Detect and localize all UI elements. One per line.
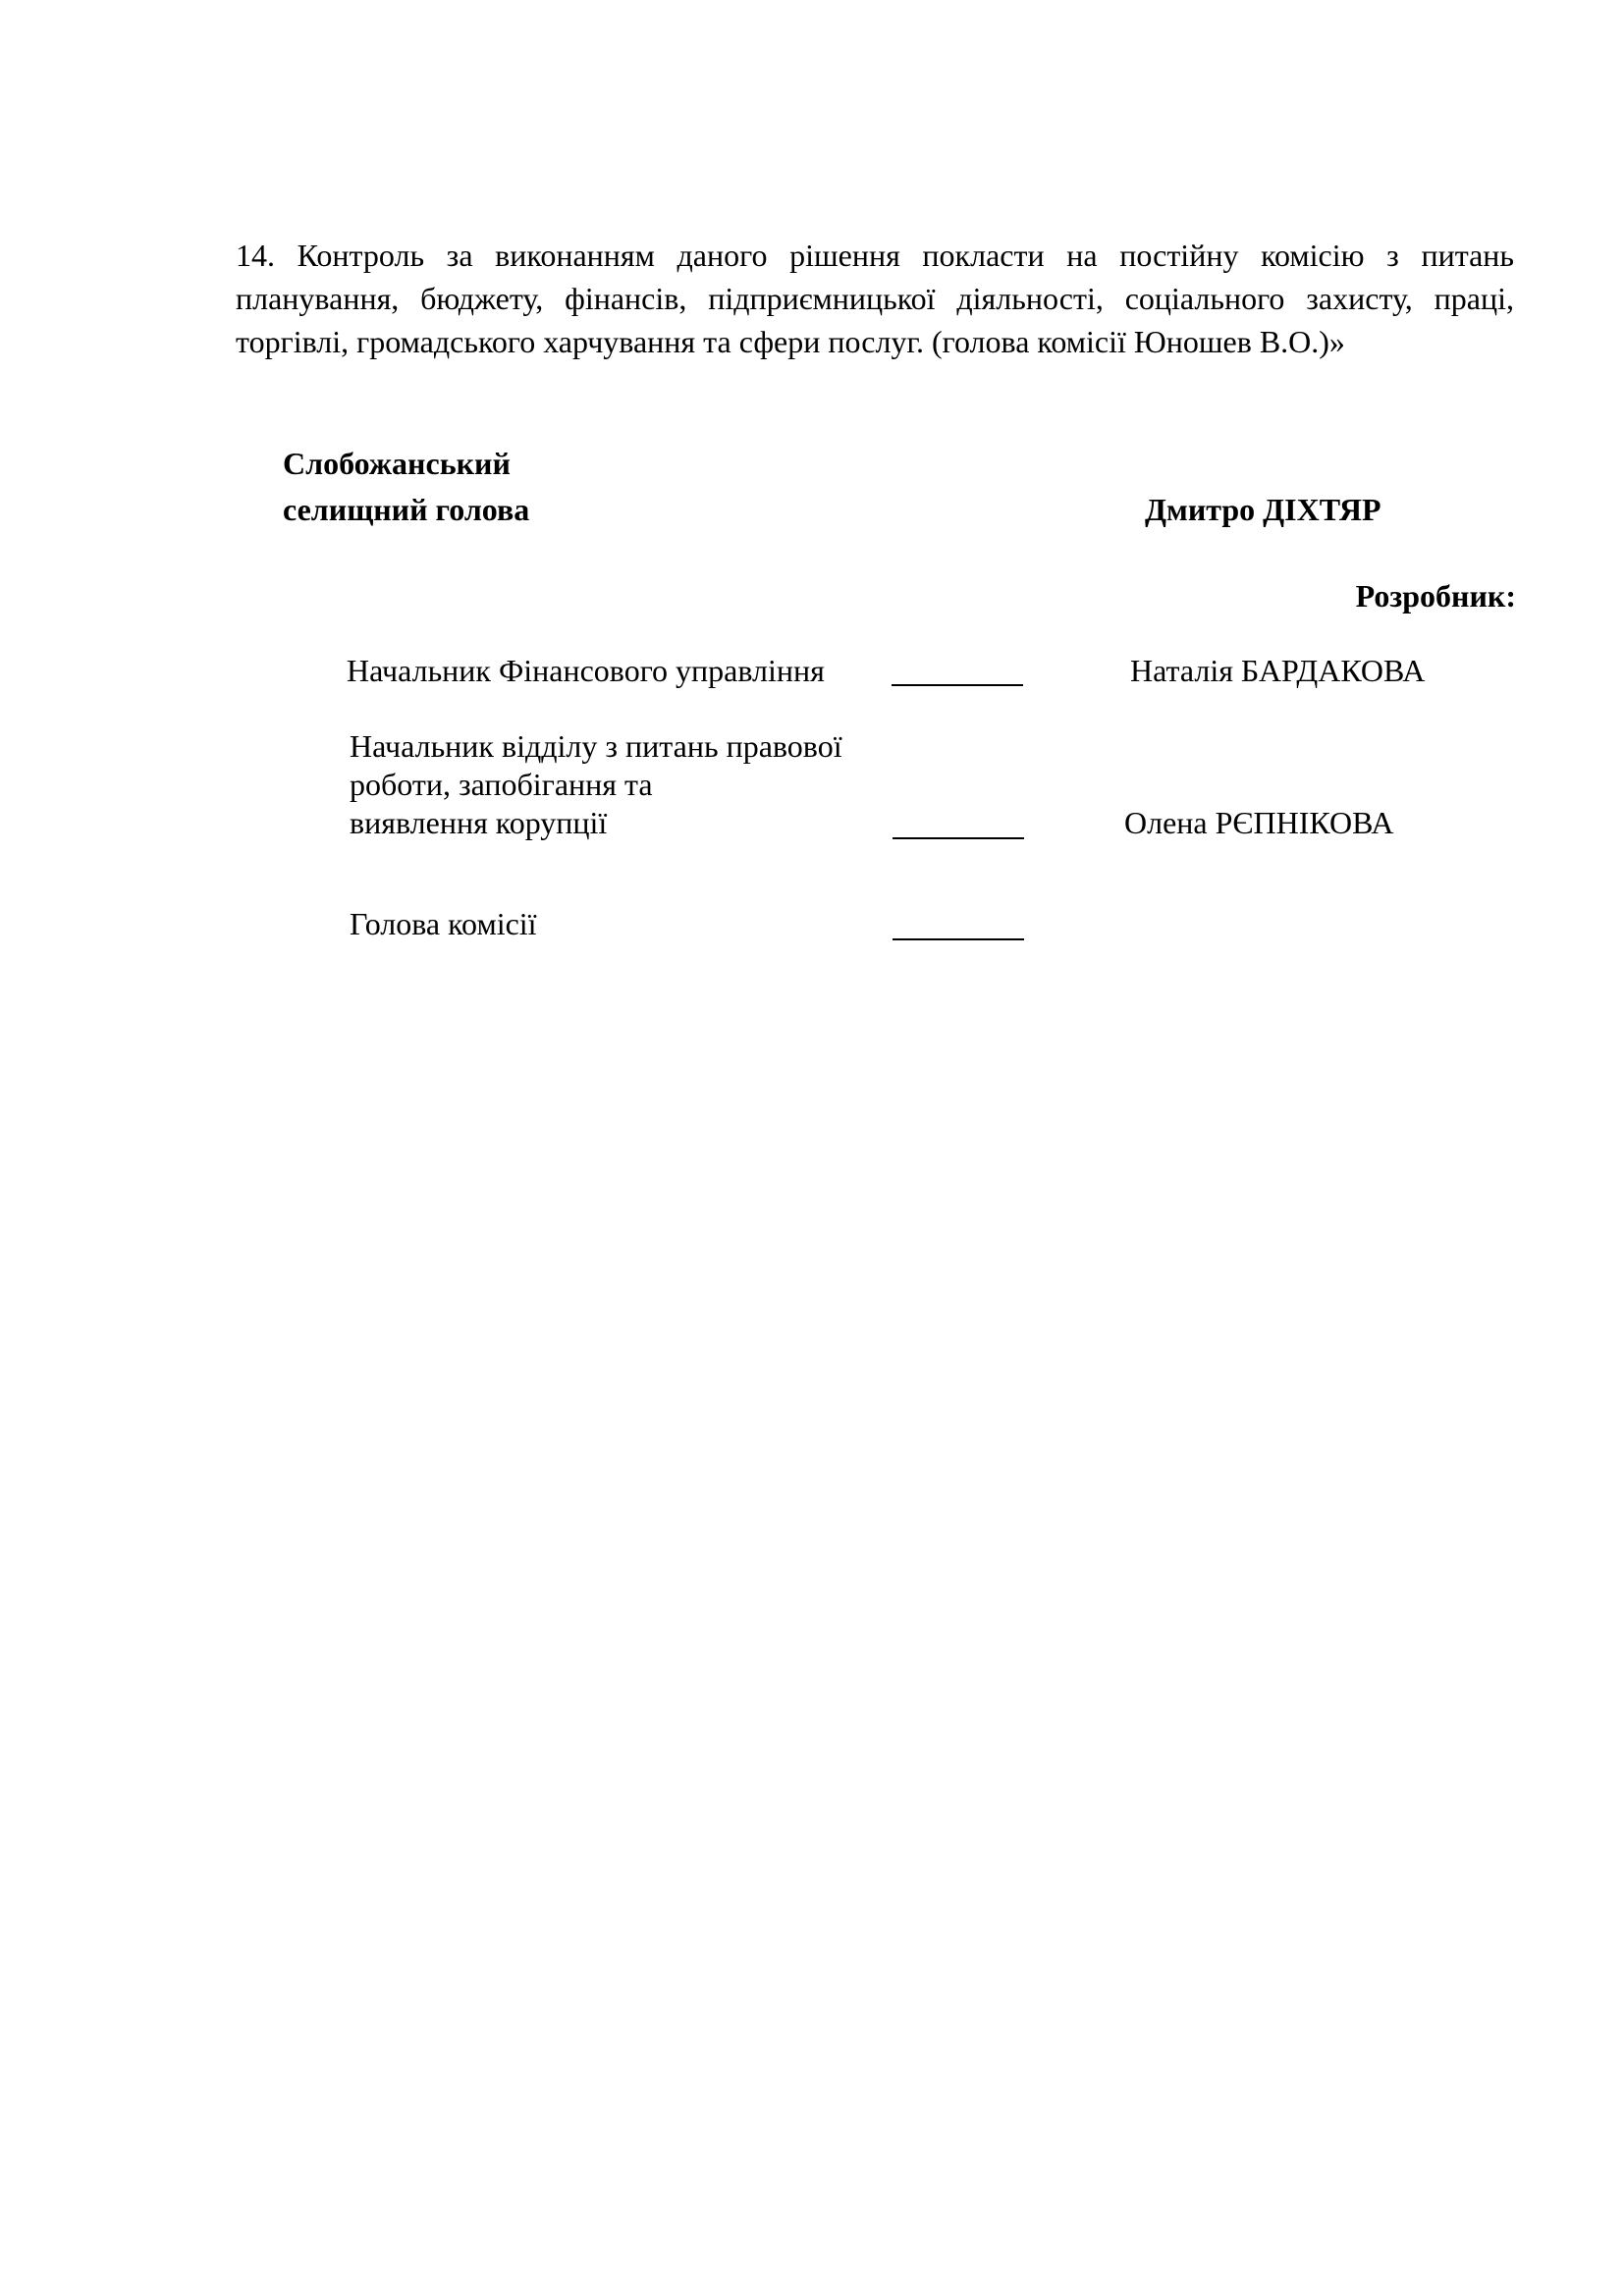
paragraph-line: планування, бюджету, фінансів, підприємницької діяльності, соціального захисту, праці, xyxy=(236,281,1514,316)
paragraph-line: торгівлі, громадського харчування та сфери послуг. (голова комісії Юношев В.О.)» xyxy=(236,324,1345,359)
approval-2-title-line2: роботи, запобігання та xyxy=(350,767,653,802)
approval-2-title-line1: Начальник відділу з питань правової xyxy=(350,728,842,764)
approval-1-title: Начальник Фінансового управління xyxy=(347,653,825,688)
approval-1-signature-line xyxy=(892,684,1023,686)
approval-2-title-line3: виявлення корупції xyxy=(350,805,608,840)
decision-paragraph-14 xyxy=(236,234,1514,363)
approval-3-title: Голова комісії xyxy=(350,906,537,941)
developer-label: Розробник: xyxy=(1355,578,1516,614)
approval-3-signature-line xyxy=(893,938,1024,940)
approval-2-name: Олена РЄПНІКОВА xyxy=(1124,805,1394,840)
paragraph-line: 14. Контроль за виконанням даного рішення покласти на постійну комісію з питань xyxy=(236,238,1514,273)
head-name: Дмитро ДІХТЯР xyxy=(1145,492,1381,527)
approval-2-signature-line xyxy=(893,837,1024,839)
approval-1-name: Наталія БАРДАКОВА xyxy=(1130,653,1426,688)
head-title-line2: селищний голова xyxy=(283,492,530,527)
head-title-line1: Слобожанський xyxy=(283,446,511,481)
